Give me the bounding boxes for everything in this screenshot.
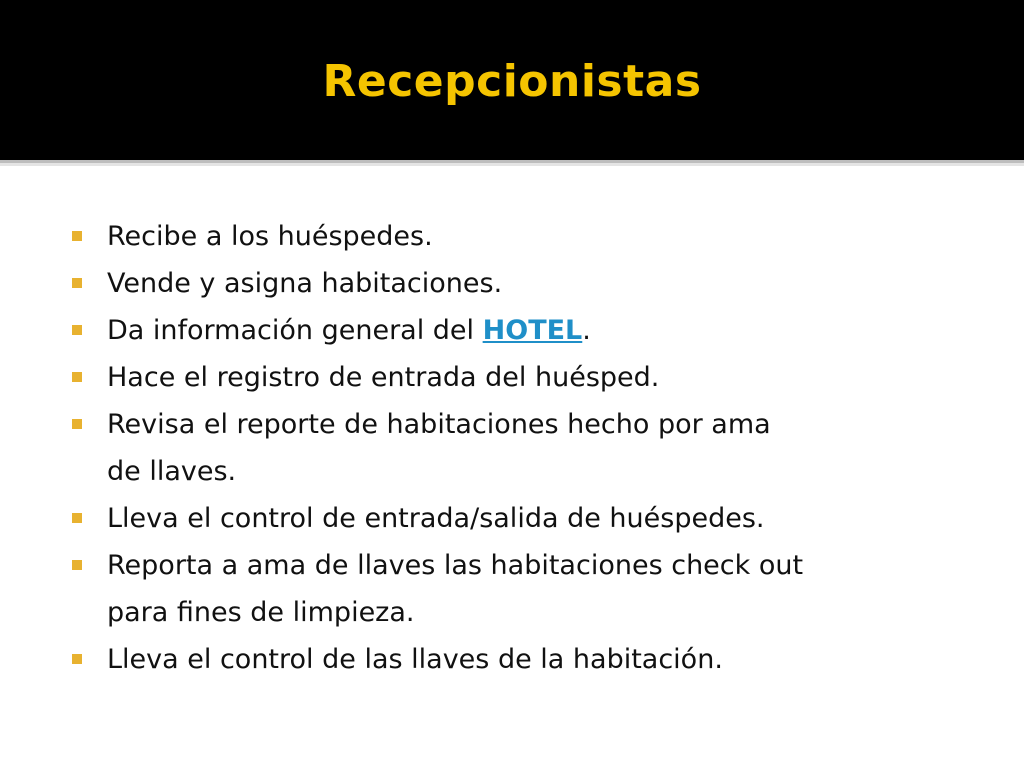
bullet-item [70, 495, 970, 542]
square-bullet-icon [72, 654, 82, 664]
bullet-text-line-2: de llaves. [107, 456, 237, 487]
bullet-list-container [70, 213, 970, 683]
bullet-text: Lleva el control de entrada/salida de huéspedes. [107, 503, 765, 534]
hotel-link[interactable]: HOTEL [482, 315, 583, 346]
bullet-text: Da información general del [107, 315, 483, 346]
square-bullet-icon [72, 513, 82, 523]
bullet-item [70, 636, 970, 683]
square-bullet-icon [72, 325, 82, 335]
bullet-item [70, 260, 970, 307]
square-bullet-icon [72, 278, 82, 288]
bullet-text-line-1: Reporta a ama de llaves las habitaciones check out [107, 550, 804, 581]
bullet-text: Recibe a los huéspedes. [107, 221, 433, 252]
bullet-list [70, 213, 970, 683]
slide-title: Recepcionistas [322, 56, 702, 107]
bullet-text-line-2: para fines de limpieza. [107, 597, 415, 628]
bullet-item [70, 307, 970, 354]
square-bullet-icon [72, 372, 82, 382]
bullet-text: Hace el registro de entrada del huésped. [107, 362, 660, 393]
square-bullet-icon [72, 419, 82, 429]
bullet-item [70, 542, 970, 636]
title-divider-shadow [0, 163, 1024, 166]
bullet-text-end: . [582, 315, 591, 346]
bullet-item [70, 354, 970, 401]
bullet-item [70, 401, 970, 495]
bullet-text: Lleva el control de las llaves de la habitación. [107, 644, 723, 675]
square-bullet-icon [72, 560, 82, 570]
bullet-text-line-1: Revisa el reporte de habitaciones hecho por ama [107, 409, 771, 440]
bullet-text: Vende y asigna habitaciones. [107, 268, 503, 299]
square-bullet-icon [72, 231, 82, 241]
bullet-item [70, 213, 970, 260]
